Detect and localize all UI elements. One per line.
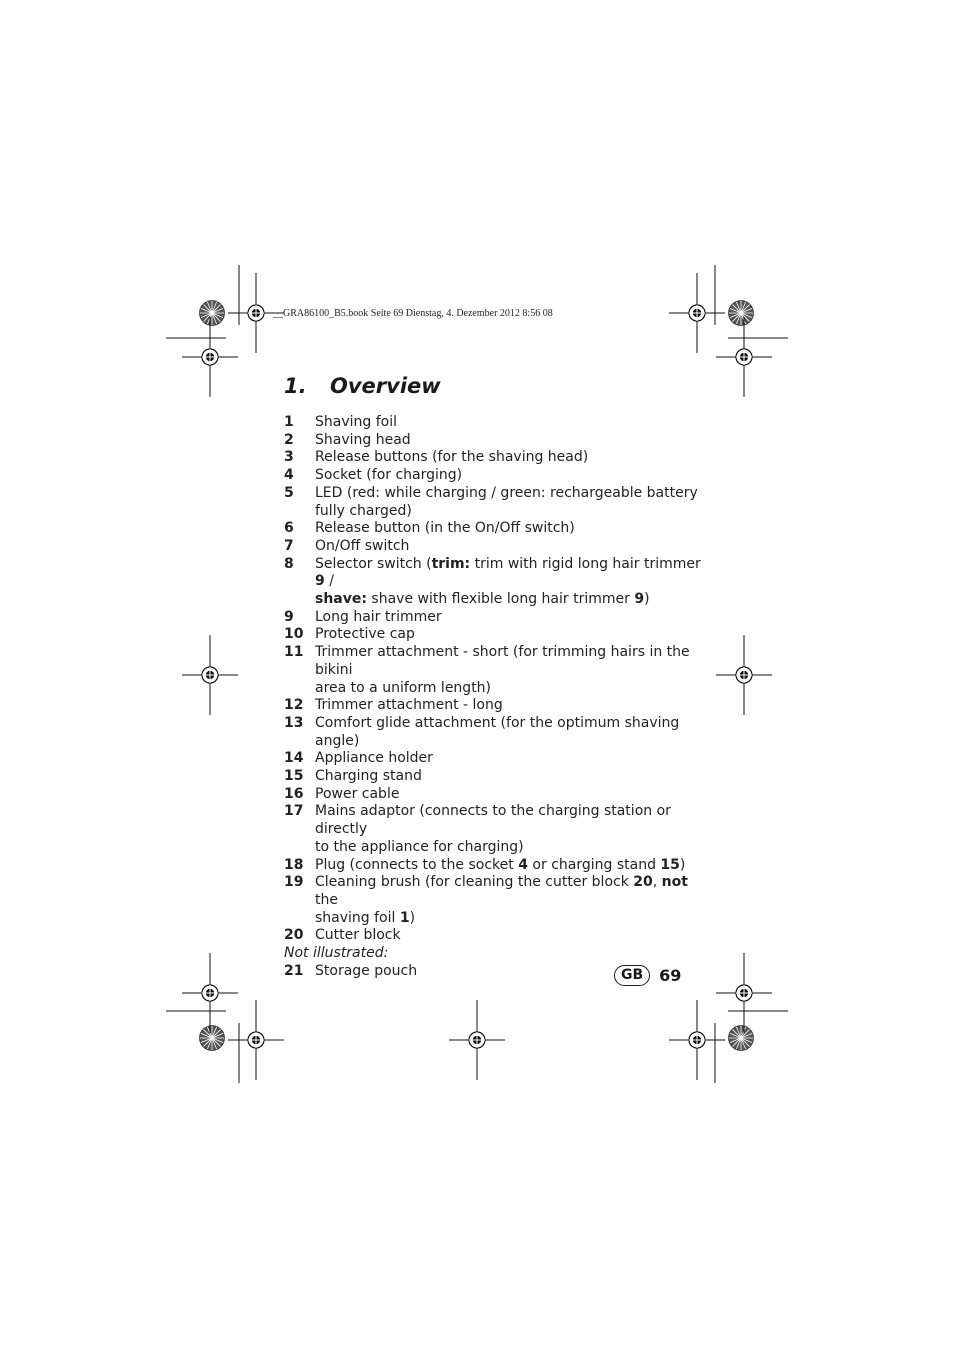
list-item — [284, 520, 704, 538]
item-text: Power cable — [315, 785, 400, 802]
item-number: 1 — [284, 414, 294, 430]
list-item — [284, 556, 704, 609]
item-number: 17 — [284, 803, 304, 820]
item-text: Long hair trimmer — [315, 608, 442, 625]
list-item — [284, 768, 704, 786]
item-text: Cutter block — [315, 927, 401, 944]
item-number: 16 — [284, 785, 304, 802]
list-item — [284, 449, 704, 467]
item-text: On/Off switch — [315, 537, 410, 554]
item-number: 5 — [284, 484, 294, 501]
item-text: LED (red: while charging / green: rechargeable battery fully charged) — [315, 484, 698, 519]
list-item — [284, 414, 704, 432]
item-text: Socket (for charging) — [315, 467, 463, 484]
list-item — [284, 786, 704, 804]
item-number: 21 — [284, 962, 304, 979]
item-text: Comfort glide attachment (for the optimum shaving angle) — [315, 714, 680, 749]
list-item — [284, 626, 704, 644]
item-number: 11 — [284, 644, 304, 661]
item-text: Mains adaptor (connects to the charging station or directly to the appliance for charging) — [315, 803, 671, 855]
list-item — [284, 857, 704, 875]
list-item — [284, 750, 704, 768]
item-number: 18 — [284, 856, 304, 873]
item-number: 7 — [284, 537, 294, 554]
section-number: 1. — [284, 374, 307, 398]
item-text: Charging stand — [315, 768, 422, 785]
list-item — [284, 697, 704, 715]
item-number: 9 — [284, 608, 294, 625]
list-item — [284, 644, 704, 697]
not-illustrated-note: Not illustrated: — [284, 945, 389, 962]
list-item — [284, 609, 704, 627]
item-text: Trimmer attachment - short (for trimming hairs in the bikini area to a uniform length) — [315, 644, 690, 696]
item-number: 4 — [284, 467, 294, 484]
list-item — [284, 432, 704, 450]
list-item — [284, 485, 704, 520]
list-item — [284, 715, 704, 750]
item-text: Appliance holder — [315, 750, 433, 767]
item-number: 20 — [284, 927, 304, 944]
item-number: 3 — [284, 449, 294, 466]
item-text: Trimmer attachment - long — [315, 697, 503, 714]
item-text: Plug (connects to the socket 4 or charging stand 15) — [315, 856, 686, 873]
item-number: 19 — [284, 874, 304, 891]
item-number: 13 — [284, 714, 304, 731]
list-item — [284, 874, 704, 927]
item-number: 6 — [284, 520, 294, 537]
item-text: Selector switch (trim: trim with rigid long hair trimmer 9 / shave: shave with flexible long hair trimmer 9) — [315, 555, 701, 608]
section-title: Overview — [330, 374, 441, 398]
item-text: Shaving foil — [315, 414, 397, 430]
list-item — [284, 927, 704, 945]
list-item — [284, 803, 704, 856]
item-text: Protective cap — [315, 626, 415, 643]
item-text: Storage pouch — [315, 962, 418, 979]
item-number: 10 — [284, 626, 304, 643]
item-text: Shaving head — [315, 431, 411, 448]
language-badge: GB — [614, 965, 650, 986]
page-footer — [614, 962, 681, 988]
print-file-info: __GRA86100_B5.book Seite 69 Dienstag, 4. Dezember 2012 8:56 08 — [273, 308, 553, 319]
item-text: Release buttons (for the shaving head) — [315, 449, 589, 466]
parts-list — [284, 414, 704, 981]
list-item — [284, 467, 704, 485]
list-item — [284, 538, 704, 556]
item-text: Cleaning brush (for cleaning the cutter block 20, not the shaving foil 1) — [315, 874, 688, 926]
item-number: 12 — [284, 697, 304, 714]
item-number: 8 — [284, 555, 294, 572]
item-number: 14 — [284, 750, 304, 767]
item-number: 2 — [284, 431, 294, 448]
page-title — [284, 374, 441, 398]
item-text: Release button (in the On/Off switch) — [315, 520, 575, 537]
page-number: 69 — [659, 965, 682, 985]
item-number: 15 — [284, 768, 304, 785]
